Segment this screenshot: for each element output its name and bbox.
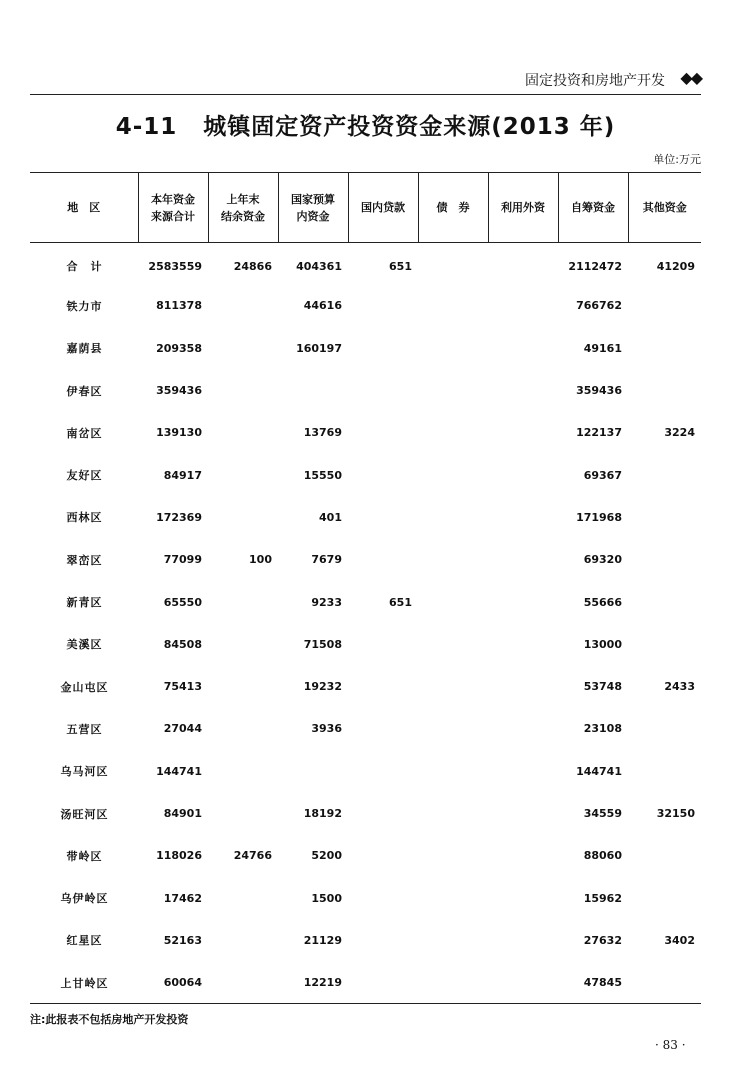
region-cell: 红星区	[66, 934, 103, 948]
value-cell: 71508	[303, 637, 342, 651]
region-cell: 带岭区	[66, 849, 103, 863]
table-row	[30, 454, 701, 496]
column-header-line: 债 券	[436, 201, 470, 214]
column-header-line: 地 区	[67, 201, 101, 214]
value-cell: 21129	[303, 933, 342, 947]
value-cell	[348, 708, 418, 750]
value-cell	[208, 327, 278, 369]
value-cell: 69367	[583, 468, 622, 482]
value-cell: 118026	[156, 849, 202, 863]
value-cell	[418, 581, 488, 623]
value-cell	[418, 877, 488, 919]
value-cell	[208, 623, 278, 665]
value-cell	[348, 285, 418, 327]
value-cell	[628, 454, 701, 496]
value-cell: 17462	[163, 891, 202, 905]
table-row	[30, 243, 701, 285]
value-cell: 52163	[163, 933, 202, 947]
table-row	[30, 327, 701, 369]
value-cell: 172369	[156, 510, 202, 524]
table-row	[30, 285, 701, 327]
table-header-row	[30, 173, 701, 243]
value-cell: 84901	[163, 807, 202, 820]
region-cell: 金山屯区	[60, 680, 109, 694]
value-cell	[208, 750, 278, 792]
value-cell	[348, 539, 418, 581]
value-cell: 13000	[583, 637, 622, 651]
value-cell: 404361	[296, 259, 342, 273]
table-bottom-rule	[30, 1003, 701, 1004]
region-cell: 铁力市	[66, 299, 103, 313]
value-cell: 5200	[311, 849, 342, 863]
value-cell: 55666	[583, 595, 622, 609]
column-header-line: 其他资金	[642, 201, 687, 214]
value-cell: 7679	[311, 553, 342, 567]
value-cell	[488, 750, 558, 792]
value-cell: 2583559	[148, 259, 202, 273]
value-cell: 44616	[303, 299, 342, 313]
value-cell	[208, 285, 278, 327]
column-header-line: 利用外资	[501, 201, 545, 214]
table-row	[30, 708, 701, 750]
value-cell	[348, 835, 418, 877]
value-cell	[348, 750, 418, 792]
value-cell: 122137	[576, 426, 622, 440]
value-cell: 13769	[303, 426, 342, 440]
column-header	[418, 173, 488, 243]
value-cell	[628, 835, 701, 877]
value-cell	[208, 792, 278, 834]
value-cell	[488, 792, 558, 834]
table-row	[30, 962, 701, 1004]
value-cell	[418, 243, 488, 285]
value-cell	[208, 665, 278, 707]
value-cell: 60064	[163, 976, 202, 990]
value-cell: 144741	[576, 764, 622, 778]
value-cell: 18192	[303, 807, 342, 820]
value-cell	[348, 454, 418, 496]
value-cell	[348, 962, 418, 1004]
value-cell	[488, 623, 558, 665]
value-cell	[348, 919, 418, 961]
value-cell	[208, 962, 278, 1004]
value-cell	[348, 792, 418, 834]
value-cell	[418, 623, 488, 665]
value-cell	[418, 835, 488, 877]
value-cell	[418, 496, 488, 538]
value-cell	[208, 919, 278, 961]
value-cell: 209358	[156, 341, 202, 355]
value-cell	[208, 454, 278, 496]
diamond-marks-icon: ◆◆	[680, 68, 701, 87]
value-cell: 84917	[163, 468, 202, 482]
value-cell	[208, 496, 278, 538]
value-cell	[628, 623, 701, 665]
table-row	[30, 665, 701, 707]
value-cell	[418, 962, 488, 1004]
value-cell	[418, 539, 488, 581]
table-row	[30, 369, 701, 411]
value-cell	[418, 285, 488, 327]
value-cell	[488, 539, 558, 581]
table-row	[30, 539, 701, 581]
value-cell: 171968	[576, 510, 622, 524]
value-cell	[488, 919, 558, 961]
value-cell	[348, 369, 418, 411]
value-cell: 359436	[576, 384, 622, 398]
value-cell	[488, 581, 558, 623]
value-cell	[418, 327, 488, 369]
value-cell	[628, 539, 701, 581]
table-row	[30, 581, 701, 623]
column-header-line: 国家预算	[291, 192, 335, 206]
value-cell: 47845	[583, 976, 622, 990]
value-cell: 77099	[163, 553, 202, 567]
value-cell	[418, 792, 488, 834]
value-cell: 144741	[156, 764, 202, 778]
column-header-line: 国内贷款	[361, 201, 405, 214]
value-cell: 88060	[583, 849, 622, 863]
value-cell	[488, 369, 558, 411]
table-row	[30, 623, 701, 665]
value-cell	[628, 369, 701, 411]
value-cell	[418, 919, 488, 961]
table-number: 4-11	[115, 114, 178, 140]
table-row	[30, 412, 701, 454]
value-cell	[628, 496, 701, 538]
region-cell: 美溪区	[66, 638, 103, 652]
column-header	[488, 173, 558, 243]
value-cell: 27632	[583, 933, 622, 947]
value-cell: 100	[249, 553, 272, 567]
value-cell: 139130	[156, 426, 202, 440]
region-cell: 伊春区	[66, 384, 103, 398]
value-cell	[208, 708, 278, 750]
value-cell	[488, 243, 558, 285]
value-cell: 15550	[303, 468, 342, 482]
column-header-line: 内资金	[296, 209, 330, 223]
column-header-line: 上年末	[226, 192, 260, 206]
value-cell	[208, 877, 278, 919]
value-cell: 49161	[583, 341, 622, 355]
value-cell: 75413	[163, 680, 202, 694]
page-number: · 83 ·	[655, 1038, 686, 1052]
value-cell	[628, 708, 701, 750]
value-cell: 15962	[583, 891, 622, 905]
value-cell	[348, 877, 418, 919]
table-row	[30, 877, 701, 919]
value-cell: 359436	[156, 384, 202, 398]
table-body	[30, 243, 701, 1004]
table-row	[30, 919, 701, 961]
region-cell: 乌伊岭区	[60, 892, 109, 906]
value-cell: 32150	[656, 807, 695, 820]
value-cell	[278, 369, 348, 411]
value-cell: 34559	[583, 807, 622, 820]
value-cell	[418, 708, 488, 750]
value-cell	[488, 835, 558, 877]
column-header	[628, 173, 701, 243]
value-cell: 401	[319, 510, 342, 524]
value-cell: 2112472	[568, 259, 622, 273]
region-cell: 乌马河区	[60, 765, 109, 779]
column-header	[278, 173, 348, 243]
value-cell	[418, 454, 488, 496]
value-cell: 811378	[156, 299, 202, 313]
value-cell	[208, 369, 278, 411]
value-cell	[628, 327, 701, 369]
value-cell	[418, 412, 488, 454]
column-header-line: 自筹资金	[571, 201, 615, 214]
value-cell	[418, 665, 488, 707]
value-cell	[488, 708, 558, 750]
value-cell: 651	[389, 595, 412, 609]
value-cell: 65550	[163, 595, 202, 609]
value-cell	[418, 750, 488, 792]
region-cell: 嘉荫县	[66, 342, 103, 356]
table-row	[30, 835, 701, 877]
region-cell: 合 计	[66, 260, 103, 274]
column-header-line: 结余资金	[221, 209, 265, 223]
value-cell	[628, 581, 701, 623]
value-cell: 651	[389, 259, 412, 273]
value-cell	[208, 581, 278, 623]
value-cell	[418, 369, 488, 411]
region-cell: 汤旺河区	[60, 807, 109, 821]
column-header	[348, 173, 418, 243]
value-cell	[488, 327, 558, 369]
value-cell	[488, 285, 558, 327]
value-cell	[278, 750, 348, 792]
value-cell	[488, 496, 558, 538]
table-row	[30, 496, 701, 538]
value-cell	[348, 623, 418, 665]
value-cell	[348, 496, 418, 538]
value-cell: 24766	[233, 849, 272, 863]
footnote: 注:此报表不包括房地产开发投资	[30, 1013, 189, 1026]
value-cell: 53748	[583, 680, 622, 694]
column-header	[30, 173, 138, 243]
value-cell	[348, 665, 418, 707]
region-cell: 新青区	[66, 596, 103, 610]
value-cell	[348, 327, 418, 369]
value-cell: 84508	[163, 637, 202, 651]
value-cell	[488, 412, 558, 454]
region-cell: 上甘岭区	[60, 976, 109, 990]
value-cell	[348, 412, 418, 454]
table-row	[30, 792, 701, 834]
value-cell	[488, 665, 558, 707]
table-title	[0, 108, 731, 141]
value-cell: 3402	[664, 933, 695, 947]
value-cell	[208, 412, 278, 454]
value-cell	[628, 285, 701, 327]
region-cell: 西林区	[66, 511, 103, 525]
value-cell: 24866	[233, 259, 272, 273]
value-cell: 23108	[583, 722, 622, 736]
value-cell: 3224	[664, 426, 695, 440]
column-header	[138, 173, 208, 243]
value-cell	[488, 962, 558, 1004]
value-cell: 160197	[296, 341, 342, 355]
value-cell	[628, 877, 701, 919]
value-cell: 27044	[163, 722, 202, 736]
column-header-line: 本年资金	[151, 192, 195, 206]
value-cell	[628, 750, 701, 792]
value-cell: 41209	[656, 259, 695, 273]
table-row	[30, 750, 701, 792]
unit-label: 单位:万元	[653, 153, 701, 166]
value-cell: 766762	[576, 299, 622, 313]
value-cell: 2433	[664, 680, 695, 694]
column-header	[208, 173, 278, 243]
column-header	[558, 173, 628, 243]
running-header-title: 固定投资和房地产开发	[525, 73, 665, 89]
region-cell: 五营区	[66, 722, 103, 736]
value-cell	[488, 454, 558, 496]
value-cell	[488, 877, 558, 919]
funding-source-table	[30, 172, 701, 1004]
table-title-text: 城镇固定资产投资资金来源(2013 年)	[203, 114, 616, 140]
value-cell	[628, 962, 701, 1004]
value-cell: 1500	[311, 891, 342, 905]
value-cell: 19232	[303, 680, 342, 694]
value-cell: 69320	[583, 553, 622, 567]
value-cell: 9233	[311, 595, 342, 609]
region-cell: 翠峦区	[66, 553, 103, 567]
running-header	[30, 68, 701, 95]
region-cell: 友好区	[66, 469, 103, 483]
column-header-line: 来源合计	[151, 209, 195, 223]
value-cell: 12219	[303, 976, 342, 990]
value-cell: 3936	[311, 722, 342, 736]
region-cell: 南岔区	[66, 426, 103, 440]
